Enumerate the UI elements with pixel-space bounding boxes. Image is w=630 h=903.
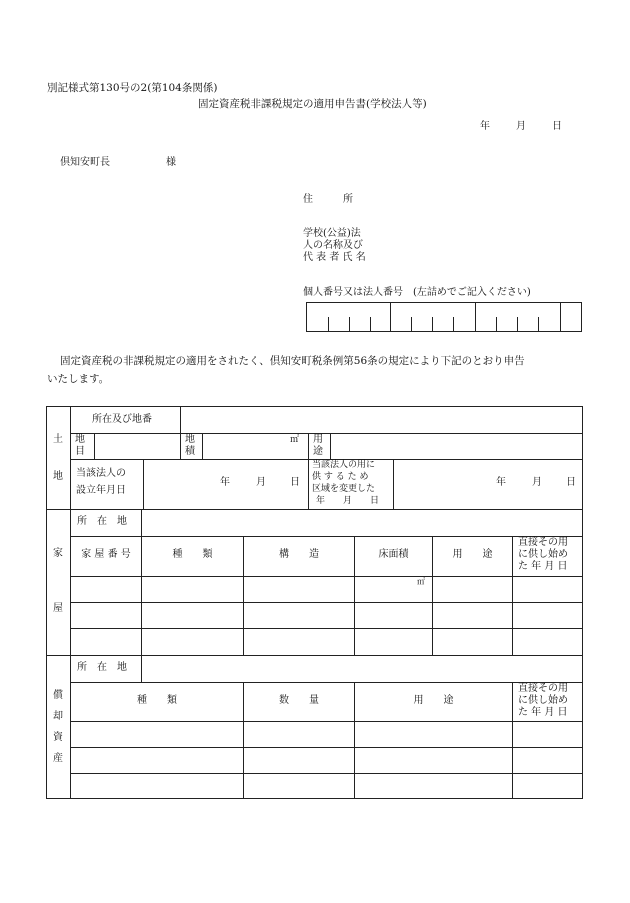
depreciable-row[interactable] (71, 722, 582, 747)
form-number: 別記様式第130号の2(第104条関係) (47, 82, 218, 94)
depreciable-section-label-2: 却 (53, 711, 63, 722)
land-section-label-2: 地 (53, 471, 63, 482)
id-digit-tick (517, 317, 518, 331)
form-title: 固定資産税非課税規定の適用申告書(学校法人等) (198, 98, 427, 110)
house-area-unit: ㎡ (417, 577, 425, 586)
house-row[interactable] (71, 603, 582, 628)
table-rule (70, 536, 583, 537)
table-rule (308, 433, 309, 509)
date-month-label: 月 (516, 121, 526, 132)
house-col-type: 種 類 (172, 549, 213, 560)
land-yoto-label-1: 用 (313, 434, 323, 445)
house-row[interactable] (71, 577, 582, 602)
id-digit-tick (453, 317, 454, 331)
land-changed-year: 年 (496, 477, 506, 488)
date-day-label: 日 (552, 121, 562, 132)
house-section-label-2: 屋 (53, 603, 63, 614)
org-name-label-line-1: 学校(公益)法 (303, 228, 361, 239)
house-col-first-use-2: に供し始め (518, 549, 568, 560)
house-col-floor-area: 床面積 (378, 549, 409, 560)
house-location-field[interactable] (142, 510, 582, 536)
table-border (46, 798, 583, 799)
house-location-label: 所 在 地 (77, 516, 127, 527)
land-chimoku-field[interactable] (95, 434, 180, 459)
land-founded-year: 年 (220, 477, 230, 488)
depreciable-location-field[interactable] (142, 656, 582, 682)
id-number-boxes[interactable] (306, 302, 582, 332)
house-col-structure: 構 造 (279, 549, 319, 560)
org-name-label-line-3: 代 表 者 氏 名 (303, 252, 366, 263)
depreciable-section-label-3: 資 (53, 732, 63, 743)
house-section-label-1: 家 (53, 548, 63, 559)
land-location-field[interactable] (181, 407, 582, 433)
intro-text-line-2: いたします。 (47, 373, 110, 385)
land-chimoku-label-2: 目 (75, 446, 85, 457)
id-group-divider (390, 303, 391, 331)
intro-text-line-1: 固定資産税の非課税規定の適用をされたく、倶知安町税条例第56条の規定により下記のとおり申告 (60, 355, 525, 367)
land-changed-date-field[interactable] (394, 460, 582, 509)
addressee: 倶知安町長 (60, 157, 110, 168)
house-row[interactable] (71, 629, 582, 655)
id-digit-tick (432, 317, 433, 331)
land-founded-label-1: 当該法人の (76, 468, 126, 479)
id-digit-tick (328, 317, 329, 331)
depreciable-location-label: 所 在 地 (77, 662, 127, 673)
land-location-label: 所在及び地番 (92, 414, 152, 425)
house-col-first-use-1: 直接その用 (518, 537, 568, 548)
addressee-honorific: 様 (166, 157, 176, 168)
house-col-number: 家 屋 番 号 (81, 549, 131, 560)
land-changed-label-2: 供 す る た め (312, 472, 369, 482)
land-changed-label-3: 区域を変更した (312, 484, 376, 494)
land-changed-label-4: 年 月 日 (316, 496, 380, 506)
land-changed-day: 日 (566, 477, 576, 488)
land-changed-label-1: 当該法人の用に (312, 460, 376, 470)
id-digit-tick (349, 317, 350, 331)
land-founded-day: 日 (290, 477, 300, 488)
depreciable-section-label-1: 償 (53, 690, 63, 701)
depreciable-col-first-use-3: た 年 月 日 (518, 707, 568, 718)
land-yoto-field[interactable] (331, 434, 582, 459)
date-year-label: 年 (480, 121, 490, 132)
id-digit-tick (370, 317, 371, 331)
table-rule (180, 433, 181, 459)
land-chiseki-label-2: 積 (185, 446, 195, 457)
depreciable-col-first-use-1: 直接その用 (518, 683, 568, 694)
id-number-label: 個人番号又は法人番号 (左詰めでご記入ください) (303, 287, 531, 298)
land-area-unit: ㎡ (290, 435, 300, 445)
depreciable-row[interactable] (71, 774, 582, 798)
depreciable-section-label-4: 産 (53, 753, 63, 764)
id-digit-tick (496, 317, 497, 331)
table-rule (70, 682, 583, 683)
land-chiseki-label-1: 地 (185, 434, 195, 445)
depreciable-col-first-use-2: に供し始め (518, 695, 568, 706)
depreciable-col-quantity: 数 量 (279, 695, 319, 706)
land-chimoku-label-1: 地 (75, 434, 85, 445)
house-col-first-use-3: た 年 月 日 (518, 561, 568, 572)
land-founded-label-2: 設立年月日 (76, 485, 126, 496)
address-label: 住 所 (303, 194, 353, 205)
id-group-divider (475, 303, 476, 331)
depreciable-col-type: 種 類 (137, 695, 177, 706)
depreciable-col-use: 用 途 (413, 695, 454, 706)
id-digit-tick (538, 317, 539, 331)
id-digit-tick (411, 317, 412, 331)
house-col-use: 用 途 (452, 549, 493, 560)
table-border (46, 406, 47, 799)
org-name-label-line-2: 人の名称及び (303, 240, 363, 251)
land-section-label-1: 土 (53, 434, 63, 445)
land-yoto-label-2: 途 (313, 446, 323, 457)
id-group-divider (560, 303, 561, 331)
depreciable-row[interactable] (71, 748, 582, 773)
land-founded-month: 月 (256, 477, 266, 488)
land-changed-month: 月 (532, 477, 542, 488)
